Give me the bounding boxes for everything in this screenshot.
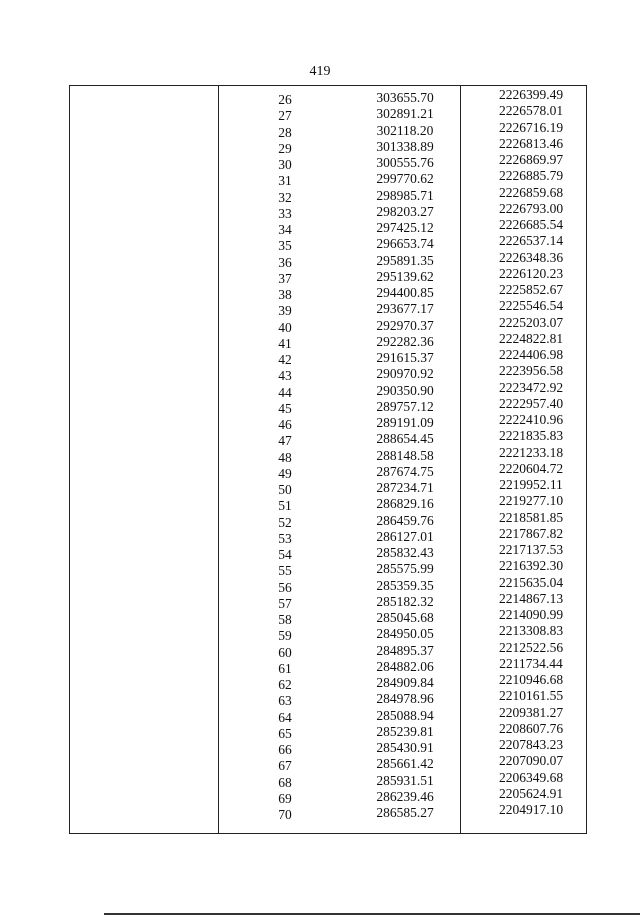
y-coordinate: 2219952.11 (499, 477, 563, 492)
point-number: 33 (278, 205, 292, 221)
point-number: 34 (278, 222, 292, 237)
y-coordinate: 2226578.01 (498, 103, 564, 119)
point-number: 69 (278, 790, 292, 806)
point-number: 68 (278, 774, 292, 790)
x-coordinate: 285575.99 (376, 561, 434, 577)
y-coordinate: 2226869.97 (498, 152, 564, 167)
point-number: 67 (278, 758, 292, 774)
y-coordinate: 2215635.04 (498, 574, 564, 590)
point-number: 40 (278, 319, 292, 335)
y-coordinate: 2214090.99 (498, 607, 564, 622)
x-coordinate: 293677.17 (376, 301, 434, 317)
y-coordinate: 2226885.79 (498, 168, 564, 184)
x-coordinate: 288654.45 (376, 431, 434, 447)
table-row (70, 804, 586, 820)
y-coordinate: 2226859.68 (498, 184, 564, 200)
point-number: 64 (278, 709, 292, 725)
point-number: 27 (278, 108, 292, 124)
y-coordinate: 2216392.30 (498, 558, 564, 574)
x-coordinate: 301338.89 (376, 138, 434, 154)
point-number: 38 (278, 287, 292, 302)
point-number: 57 (278, 595, 292, 611)
point-number: 47 (278, 433, 292, 449)
point-number: 56 (278, 579, 292, 595)
point-number: 62 (278, 677, 292, 692)
coordinates-table (69, 85, 587, 834)
x-coordinate: 288148.58 (376, 447, 434, 463)
x-coordinate: 285045.68 (376, 610, 434, 625)
y-coordinate: 2222410.96 (498, 412, 564, 427)
point-number: 50 (278, 482, 292, 497)
x-coordinate: 286239.46 (376, 788, 434, 804)
point-number: 48 (278, 449, 292, 465)
x-coordinate: 290350.90 (376, 382, 434, 398)
x-coordinate: 284882.06 (376, 658, 434, 674)
point-number: 53 (278, 530, 292, 546)
x-coordinate: 286127.01 (376, 528, 434, 544)
x-coordinate: 292970.37 (376, 317, 434, 333)
point-number: 42 (278, 352, 292, 367)
x-coordinate: 300555.76 (376, 155, 434, 170)
y-coordinate: 2214867.13 (498, 590, 564, 606)
point-number: 59 (278, 628, 292, 644)
point-number: 31 (278, 173, 292, 189)
y-coordinate: 2226348.36 (498, 249, 564, 265)
point-number: 29 (278, 140, 292, 156)
x-coordinate: 285239.81 (376, 723, 434, 739)
table-body (70, 89, 586, 820)
point-number: 32 (278, 189, 292, 205)
point-number: 51 (278, 498, 292, 514)
x-coordinate: 295891.35 (376, 252, 434, 268)
x-coordinate: 285661.42 (376, 756, 434, 772)
y-coordinate: 2222957.40 (498, 395, 564, 411)
y-coordinate: 2226120.23 (498, 265, 564, 281)
y-coordinate: 2223472.92 (498, 379, 564, 395)
point-number: 35 (278, 238, 292, 254)
x-coordinate: 302118.20 (376, 122, 434, 138)
x-coordinate: 292282.36 (376, 333, 434, 349)
x-coordinate: 289191.09 (376, 415, 434, 430)
x-coordinate: 294400.85 (376, 285, 434, 300)
x-coordinate: 303655.70 (376, 90, 434, 105)
point-number: 37 (278, 270, 292, 286)
y-coordinate: 2218581.85 (498, 509, 564, 525)
point-number: 30 (278, 157, 292, 172)
x-coordinate: 299770.62 (376, 171, 434, 187)
x-coordinate: 297425.12 (376, 220, 434, 235)
point-number: 60 (278, 644, 292, 660)
x-coordinate: 286459.76 (376, 512, 434, 528)
y-coordinate: 2217867.82 (498, 525, 564, 541)
y-coordinate: 2219277.10 (498, 493, 564, 509)
x-coordinate: 298985.71 (376, 187, 434, 203)
point-number: 61 (278, 660, 292, 676)
point-number: 55 (278, 563, 292, 579)
x-coordinate: 285430.91 (376, 740, 434, 755)
point-number: 65 (278, 725, 292, 741)
y-coordinate: 2211734.44 (499, 655, 563, 671)
x-coordinate: 286585.27 (376, 805, 434, 820)
y-coordinate: 2207090.07 (498, 753, 564, 769)
y-coordinate: 2207843.23 (498, 737, 564, 752)
point-number: 36 (278, 254, 292, 270)
y-coordinate: 2209381.27 (498, 704, 564, 720)
y-coordinate: 2226716.19 (498, 119, 564, 135)
y-coordinate: 2204917.10 (498, 802, 564, 817)
y-coordinate: 2223956.58 (498, 363, 564, 379)
y-coordinate: 2208607.76 (498, 720, 564, 736)
y-coordinate: 2226399.49 (498, 87, 564, 102)
y-coordinate: 2220604.72 (498, 460, 564, 476)
x-coordinate: 291615.37 (376, 350, 434, 365)
y-coordinate: 2221233.18 (498, 444, 564, 460)
point-number: 44 (278, 384, 292, 400)
point-number: 58 (278, 612, 292, 627)
y-coordinate: 2217137.53 (498, 542, 564, 557)
x-coordinate: 284978.96 (376, 691, 434, 707)
x-coordinate: 302891.21 (376, 106, 434, 122)
x-coordinate: 287674.75 (376, 463, 434, 479)
y-coordinate: 2226685.54 (498, 217, 564, 232)
y-coordinate: 2226793.00 (498, 200, 564, 216)
page-number: 419 (309, 64, 331, 79)
point-number: 28 (278, 124, 292, 140)
point-number: 54 (278, 547, 292, 562)
x-coordinate: 287234.71 (376, 480, 434, 495)
x-coordinate: 285359.35 (376, 577, 434, 593)
y-coordinate: 2213308.83 (498, 623, 564, 639)
y-coordinate: 2224822.81 (498, 330, 564, 346)
x-coordinate: 298203.27 (376, 203, 434, 219)
x-coordinate: 285832.43 (376, 545, 434, 560)
y-coordinate: 2224406.98 (498, 347, 564, 362)
y-coordinate: 2210161.55 (498, 688, 564, 704)
x-coordinate: 284950.05 (376, 626, 434, 642)
y-coordinate: 2225852.67 (498, 282, 564, 297)
point-number: 52 (278, 514, 292, 530)
x-coordinate: 285182.32 (376, 593, 434, 609)
point-number: 39 (278, 303, 292, 319)
x-coordinate: 284909.84 (376, 675, 434, 690)
point-number: 49 (278, 465, 292, 481)
x-coordinate: 284895.37 (376, 642, 434, 658)
x-coordinate: 285931.51 (376, 772, 434, 788)
y-coordinate: 2225546.54 (498, 298, 564, 314)
x-coordinate: 295139.62 (376, 268, 434, 284)
x-coordinate: 286829.16 (376, 496, 434, 512)
y-coordinate: 2212522.56 (498, 639, 564, 655)
page-bottom-rule (104, 913, 640, 915)
y-coordinate: 2210946.68 (498, 672, 564, 687)
y-coordinate: 2221835.83 (498, 428, 564, 444)
y-coordinate: 2206349.68 (498, 769, 564, 785)
y-coordinate: 2225203.07 (498, 314, 564, 330)
y-coordinate: 2226537.14 (498, 233, 564, 249)
point-number: 63 (278, 693, 292, 709)
y-coordinate: 2205624.91 (498, 785, 564, 801)
point-number: 26 (278, 92, 292, 107)
point-number: 46 (278, 417, 292, 432)
x-coordinate: 290970.92 (376, 366, 434, 382)
x-coordinate: 285088.94 (376, 707, 434, 723)
x-coordinate: 289757.12 (376, 398, 434, 414)
y-coordinate: 2226813.46 (498, 135, 564, 151)
x-coordinate: 296653.74 (376, 236, 434, 252)
point-number: 45 (278, 400, 292, 416)
point-number: 66 (278, 742, 292, 757)
point-number: 41 (278, 335, 292, 351)
point-number: 43 (278, 368, 292, 384)
point-number: 70 (278, 807, 292, 822)
